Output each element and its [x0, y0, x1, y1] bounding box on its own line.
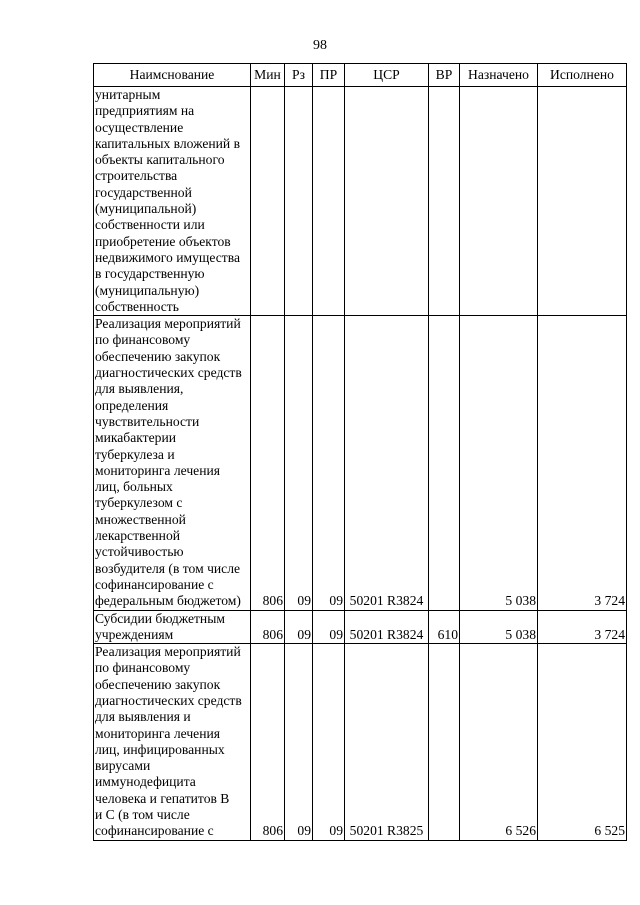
row-name: унитарным предприятиям на осуществление капитальных вложений в объекты капитального строительства государственной (муниципальной) собственности или приобретение объектов недвижимого имущества в государственную (муниципальную) собственность	[94, 87, 251, 316]
row-name: Реализация мероприятий по финансовому обеспечению закупок диагностических средств для выявления, определения чувствительности микабактерии туберкулеза и мониторинга лечения лиц, больных туберкулезом с множественной лекарственной устойчивостью возбудителя (в том числе софинансирование с федеральным бюджетом)	[94, 316, 251, 610]
row-rz: 09	[285, 316, 313, 610]
header-rz: Рз	[285, 64, 313, 87]
row-min	[251, 87, 285, 316]
row-csr: 50201 R3824	[345, 610, 429, 644]
row-pr: 09	[313, 316, 345, 610]
row-assigned	[460, 87, 538, 316]
row-rz: 09	[285, 644, 313, 841]
row-min: 806	[251, 316, 285, 610]
table-row	[94, 644, 627, 841]
table-row	[94, 316, 627, 610]
row-name: Реализация мероприятий по финансовому обеспечению закупок диагностических средств для выявления и мониторинга лечения лиц, инфицированных вирусами иммунодефицита человека и гепатитов В и С (в том числе софинансирование с	[94, 644, 251, 841]
row-csr: 50201 R3824	[345, 316, 429, 610]
header-assigned: Назначено	[460, 64, 538, 87]
row-min: 806	[251, 644, 285, 841]
table-row	[94, 610, 627, 644]
header-min: Мин	[251, 64, 285, 87]
row-csr: 50201 R3825	[345, 644, 429, 841]
table-row	[94, 87, 627, 316]
row-pr	[313, 87, 345, 316]
row-executed: 3 724	[538, 610, 627, 644]
row-pr: 09	[313, 644, 345, 841]
row-assigned: 6 526	[460, 644, 538, 841]
header-pr: ПР	[313, 64, 345, 87]
header-executed: Исполнено	[538, 64, 627, 87]
row-vr	[429, 644, 460, 841]
row-rz	[285, 87, 313, 316]
row-rz: 09	[285, 610, 313, 644]
header-vr: ВР	[429, 64, 460, 87]
row-pr: 09	[313, 610, 345, 644]
row-min: 806	[251, 610, 285, 644]
row-csr	[345, 87, 429, 316]
page-number: 98	[313, 38, 327, 53]
budget-table	[93, 63, 627, 841]
row-name: Субсидии бюджетным учреждениям	[94, 610, 251, 644]
row-vr	[429, 87, 460, 316]
header-row	[94, 64, 627, 87]
row-executed: 3 724	[538, 316, 627, 610]
row-executed	[538, 87, 627, 316]
header-csr: ЦСР	[345, 64, 429, 87]
row-vr	[429, 316, 460, 610]
row-executed: 6 525	[538, 644, 627, 841]
row-vr: 610	[429, 610, 460, 644]
header-name: Наимснование	[94, 64, 251, 87]
row-assigned: 5 038	[460, 316, 538, 610]
row-assigned: 5 038	[460, 610, 538, 644]
